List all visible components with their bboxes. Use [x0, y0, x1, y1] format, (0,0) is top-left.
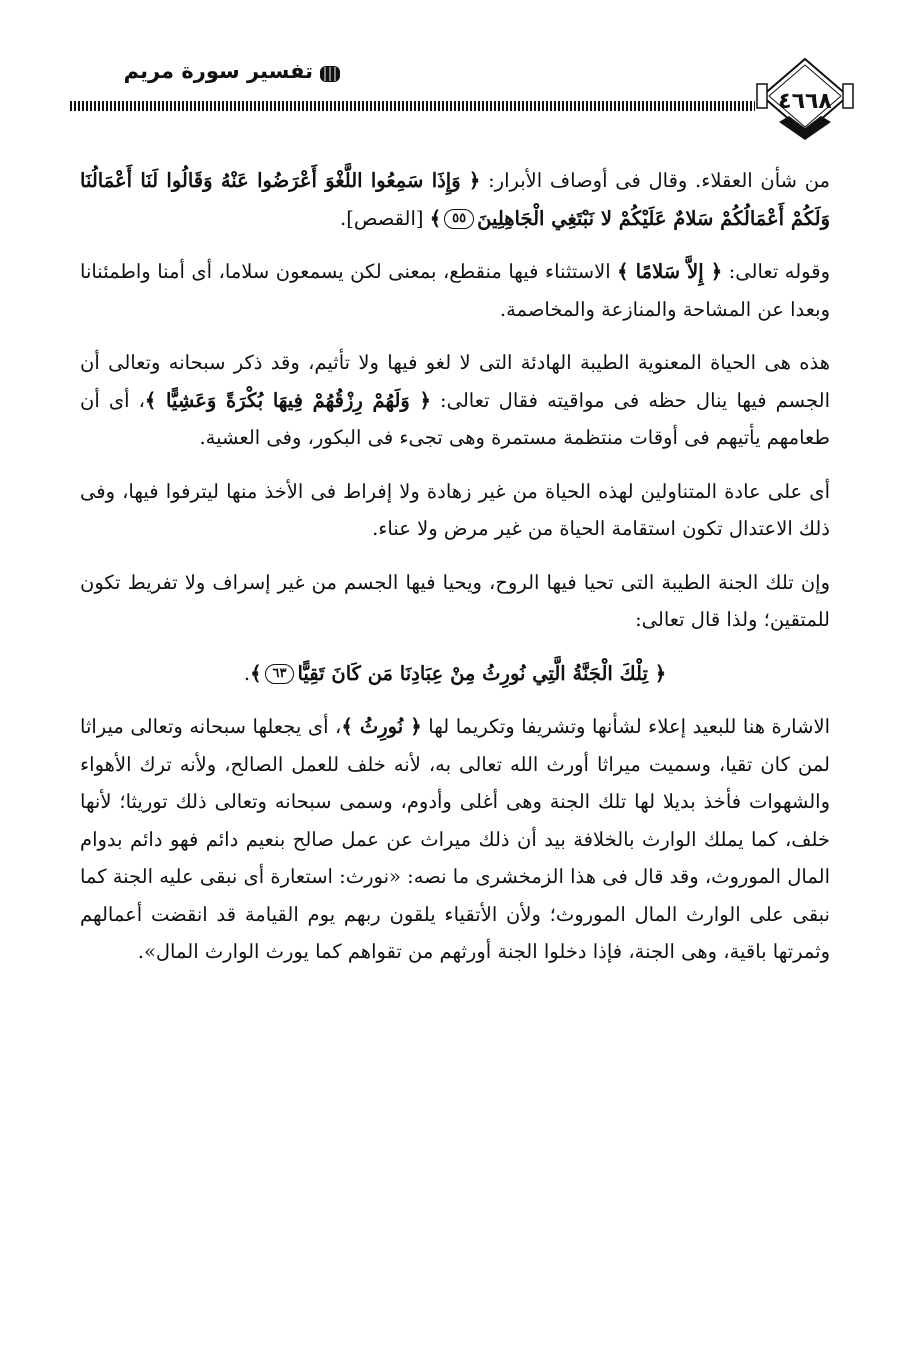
paragraph [80, 162, 830, 237]
header-rule [70, 101, 755, 111]
body-text: . [243, 661, 251, 685]
body-text: وقوله تعالى: [722, 260, 830, 283]
paragraph [80, 473, 830, 548]
paragraph [80, 708, 830, 971]
quran-verse: ﴿ وَإِذَا سَمِعُوا اللَّغْوَ أَعْرَضُوا عَنْهُ وَقَالُوا لَنَا أَعْمَالُنَا وَلَكُمْ أَعْمَالُكُمْ سَلامٌ عَلَيْكُمْ لا نَبْتَغِي الْجَاهِلِينَ [80, 169, 830, 230]
page-number-badge [755, 56, 855, 142]
paragraph [80, 344, 830, 457]
body-text: ، أى يجعلها سبحانه وتعالى ميراثا لمن كان تقيا، وسميت ميراثا أورث الله تعالى به، لأنه خلف للعمل الصالح، ولأنه ترك الأهواء والشهوات فأخذ بديلا لها تلك الجنة وهى أغلى وأدوم، وسمى سبحانه وتعالى ذلك توريثا؛ لأنها خلف، كما يملك الوارث بالخلافة بيد أن ذلك ميراث عن عمل صالح بنعيم دائم فهو دائم بدوام المال الموروث، وقد قال فى هذا الزمخشرى ما نصه: «نورث: استعارة أى نبقى عليه الجنة كما نبقى على الوارث المال الموروث؛ ولأن الأتقياء يلقون ربهم يوم القيامة قد انقضت أعمالهم وثمرتها باقية، وهى الجنة، فإذا دخلوا الجنة أورثهم من تقواهم كما يورث الوارث المال». [80, 715, 830, 963]
paragraph [80, 655, 830, 693]
quran-verse: ﴿ وَلَهُمْ رِزْقُهُمْ فِيهَا بُكْرَةً وَعَشِيًّا ﴾ [144, 388, 431, 412]
paragraph [80, 253, 830, 328]
quran-verse: ﴿ إِلاَّ سَلامًا ﴾ [617, 260, 723, 283]
quran-verse: ﴿ تِلْكَ الْجَنَّةُ الَّتِي نُورِثُ مِنْ عِبَادِنَا مَن كَانَ تَقِيًّا [297, 661, 667, 685]
body-text: الاشارة هنا للبعيد إعلاء لشأنها وتشريفا وتكريما لها [421, 715, 831, 738]
body-text: هذه هى الحياة المعنوية الطيبة الهادئة التى لا لغو فيها ولا تأثيم، وقد ذكر سبحانه وتعالى أن الجسم فيها ينال حظه فى مواقيته فقال تعالى: [80, 351, 830, 412]
quran-verse: ﴿ نُورِثُ ﴾ [341, 715, 422, 738]
body-text: وإن تلك الجنة الطيبة التى تحيا فيها الروح، ويحيا فيها الجسم من غير إسراف ولا تفريط تكون للمتقين؛ ولذا قال تعالى: [80, 570, 830, 631]
body-text: من شأن العقلاء. وقال فى أوصاف الأبرار: [480, 169, 831, 192]
page-title: تفسير سورة مريم [123, 59, 313, 83]
body-text: الاستثناء فيها منقطع، بمعنى لكن يسمعون سلاما، أى أمنا واطمئنانا وبعدا عن المشاحة والمنازعة والمخاصمة. [80, 260, 830, 321]
page-header [0, 40, 911, 140]
quran-verse: ﴾ [250, 661, 262, 685]
page-body [80, 162, 830, 987]
body-text: [القصص]. [340, 206, 430, 230]
body-text: أى على عادة المتناولين لهذه الحياة من غير زهادة ولا إفراط فى الأخذ منها ليترفوا فيها، وفى ذلك الاعتدال تكون استقامة الحياة من غير مرض ولا عناء. [80, 479, 830, 540]
body-text: ، أى أن طعامهم يأتيهم فى أوقات منتظمة مستمرة وهى تجىء فى البكور، وفى العشية. [80, 388, 830, 449]
verse-number: ٥٥ [444, 209, 474, 229]
ornament-icon [318, 64, 342, 84]
page-number: ٤٦٦٨ [778, 89, 832, 114]
paragraph [80, 564, 830, 639]
quran-verse: ﴾ [429, 206, 442, 230]
verse-number: ٦٣ [265, 664, 295, 684]
